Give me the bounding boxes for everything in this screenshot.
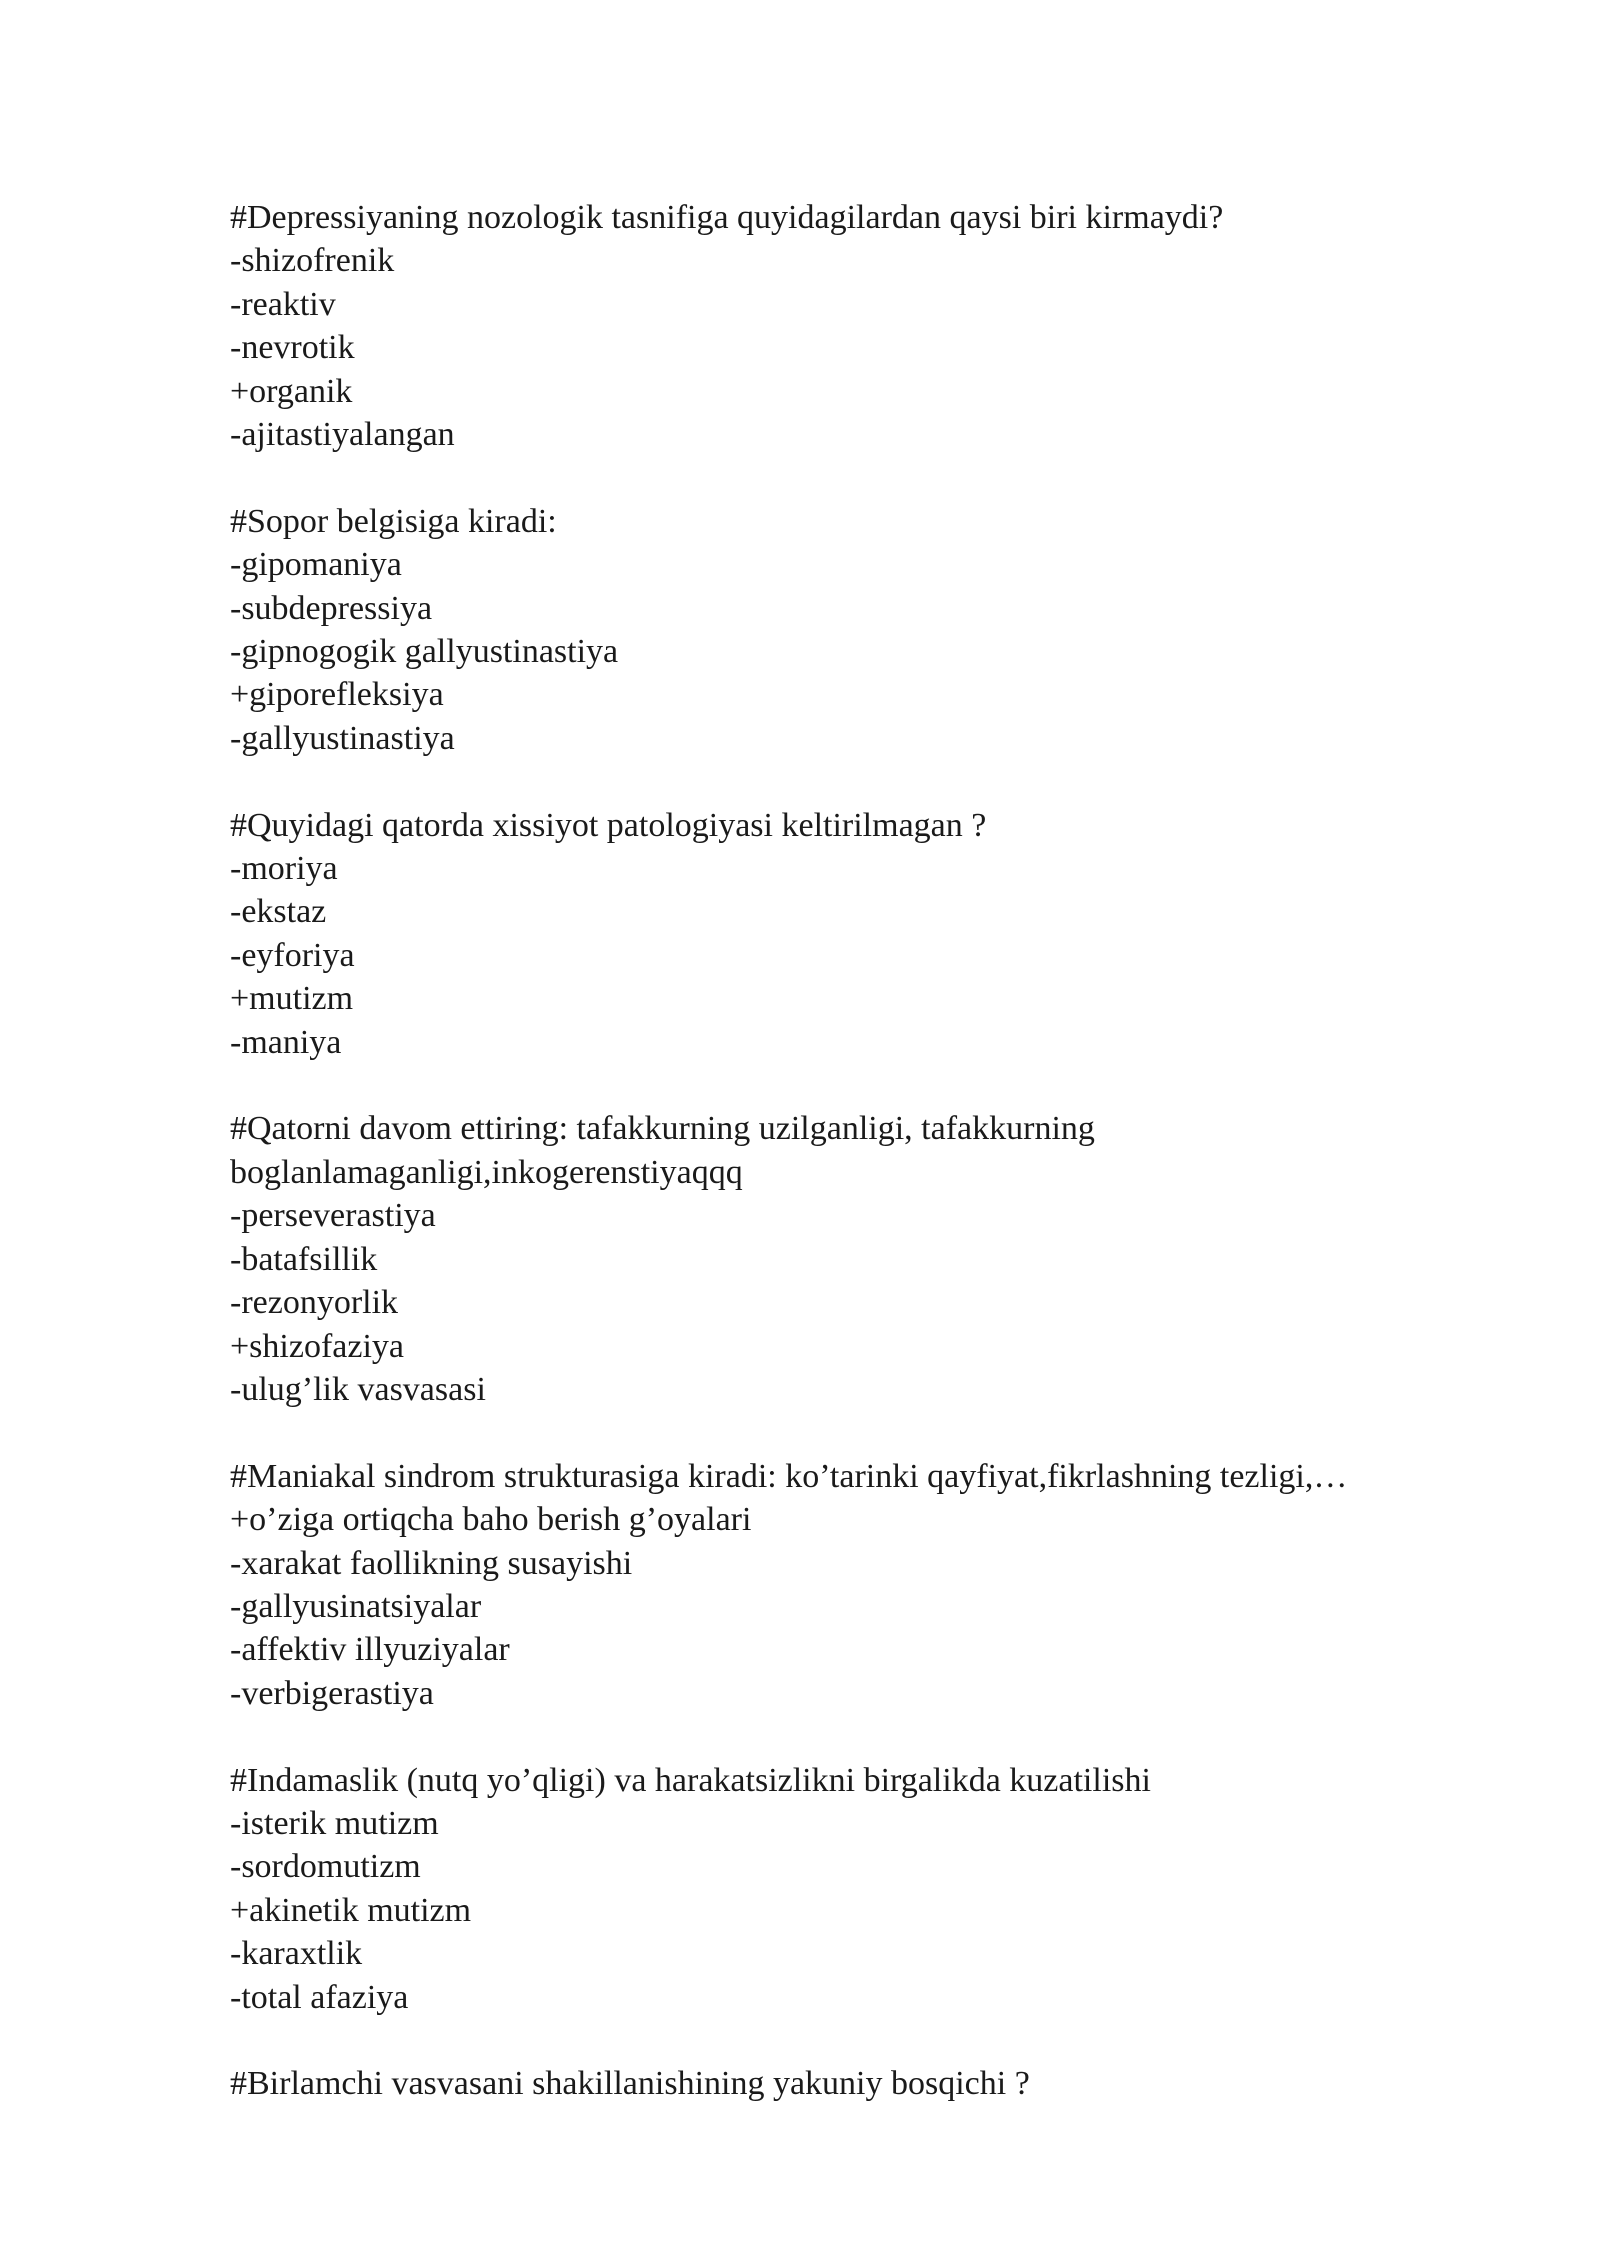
answer-option: -ulug’lik vasvasasi <box>230 1370 486 1408</box>
answer-option: -affektiv illyuziyalar <box>230 1631 510 1669</box>
question-text <box>230 804 1530 847</box>
answer-option-correct: +mutizm <box>230 980 354 1018</box>
question-text <box>230 1107 1530 1194</box>
question-line: #Depressiyaning nozologik tasnifiga quyidagilardan qaysi biri kirmaydi? <box>230 199 1224 236</box>
answer-option-correct: +giporefleksiya <box>230 676 444 714</box>
question-text <box>230 500 1530 543</box>
answer-option: -nevrotik <box>230 329 355 367</box>
answer-option: -ajitastiyalangan <box>230 416 455 454</box>
answer-option: -xarakat faollikning susayishi <box>230 1544 633 1582</box>
answer-option: -reaktiv <box>230 285 336 323</box>
question-text <box>230 1455 1530 1498</box>
answer-option: -maniya <box>230 1023 342 1061</box>
question-line: #Maniakal sindrom strukturasiga kiradi: ko’tarinki qayfiyat,fikrlashning tezligi,… <box>230 1457 1348 1495</box>
answer-option: -gipomaniya <box>230 546 402 584</box>
question-text <box>230 1759 1530 1802</box>
answer-option: -subdepressiya <box>230 589 433 627</box>
answer-option: -rezonyorlik <box>230 1284 399 1322</box>
question-block-5 <box>230 1455 1530 1715</box>
answer-option-correct: +o’ziga ortiqcha baho berish g’oyalari <box>230 1501 752 1539</box>
answer-option: -shizofrenik <box>230 242 395 280</box>
question-text <box>230 2062 1530 2105</box>
answer-option: -eyforiya <box>230 936 355 974</box>
answer-option: -karaxtlik <box>230 1935 363 1973</box>
answer-option: -isterik mutizm <box>230 1804 439 1842</box>
answer-option: -ekstaz <box>230 893 327 931</box>
question-block-4 <box>230 1107 1530 1411</box>
question-block-6 <box>230 1759 1530 2019</box>
answer-option: -gallyustinastiya <box>230 719 455 757</box>
answer-option: -total afaziya <box>230 1978 409 2016</box>
question-line: #Quyidagi qatorda xissiyot patologiyasi keltirilmagan ? <box>230 806 987 844</box>
answer-option: -perseverastiya <box>230 1197 436 1235</box>
answer-option: -moriya <box>230 850 338 888</box>
answer-option: -gipnogogik gallyustinastiya <box>230 633 619 671</box>
answer-option: -batafsillik <box>230 1240 378 1278</box>
question-block-3 <box>230 804 1530 1064</box>
question-line: #Birlamchi vasvasani shakillanishining yakuniy bosqichi ? <box>230 2065 1030 2103</box>
question-line: #Indamaslik (nutq yo’qligi) va harakatsizlikni birgalikda kuzatilishi <box>230 1761 1151 1799</box>
answer-option: -gallyusinatsiyalar <box>230 1587 482 1625</box>
answer-option: -sordomutizm <box>230 1848 421 1886</box>
question-block-7 <box>230 2062 1530 2105</box>
answer-option: -verbigerastiya <box>230 1674 434 1712</box>
answer-option-correct: +shizofaziya <box>230 1327 404 1365</box>
question-block-2 <box>230 500 1530 760</box>
answer-option-correct: +organik <box>230 372 353 410</box>
question-line: #Sopor belgisiga kiradi: <box>230 502 557 540</box>
question-line: #Qatorni davom ettiring: tafakkurning uzilganligi, tafakkurning <box>230 1110 1095 1148</box>
question-line: boglanlamaganligi,inkogerenstiyaqqq <box>230 1153 743 1191</box>
question-block-1 <box>230 196 1530 456</box>
question-text <box>230 196 1530 239</box>
document-content <box>230 196 1530 2149</box>
answer-option-correct: +akinetik mutizm <box>230 1891 472 1929</box>
